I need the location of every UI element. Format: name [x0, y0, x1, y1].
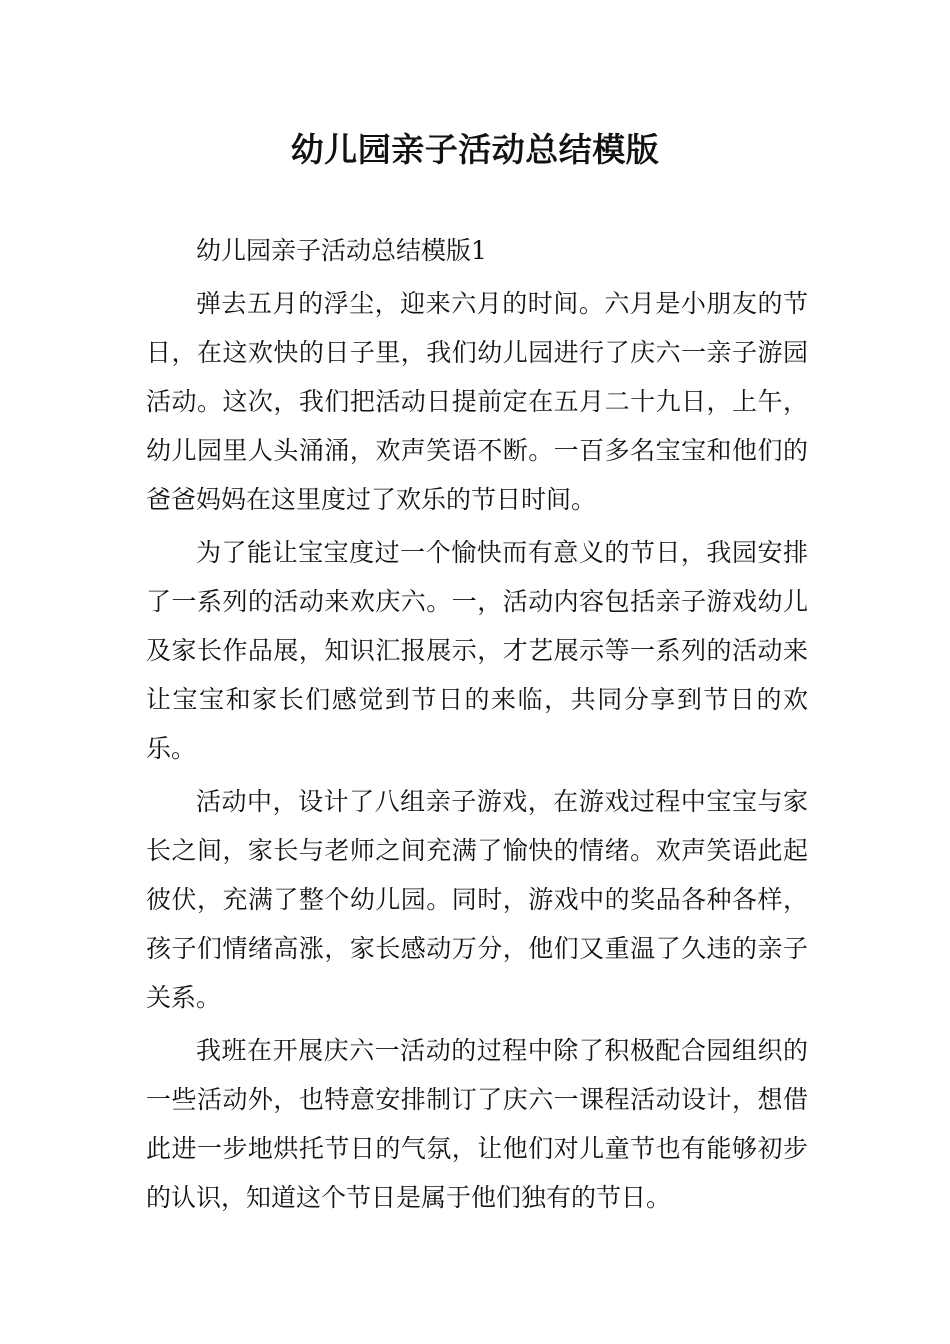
paragraph-2: 为了能让宝宝度过一个愉快而有意义的节日，我园安排了一系列的活动来欢庆六。一，活动内容包括亲子游戏幼儿及家长作品展，知识汇报展示，才艺展示等一系列的活动来让宝宝和家长们感觉到节日的来临，共同分享到节日的欢乐。 — [146, 538, 808, 763]
paragraph-1: 弹去五月的浮尘，迎来六月的时间。六月是小朋友的节日，在这欢快的日子里，我们幼儿园进行了庆六一亲子游园活动。这次，我们把活动日提前定在五月二十九日，上午，幼儿园里人头涌涌，欢声笑语不断。一百多名宝宝和他们的爸爸妈妈在这里度过了欢乐的节日时间。 — [146, 289, 808, 514]
document-title: 幼儿园亲子活动总结模版 — [290, 130, 660, 169]
paragraph-4: 我班在开展庆六一活动的过程中除了积极配合园组织的一些活动外，也特意安排制订了庆六一课程活动设计，想借此进一步地烘托节日的气氛，让他们对儿童节也有能够初步的认识，知道这个节日是属于他们独有的节日。 — [146, 1036, 808, 1212]
document-body — [146, 226, 808, 1222]
section-heading: 幼儿园亲子活动总结模版1 — [196, 236, 487, 265]
paragraph-3: 活动中，设计了八组亲子游戏，在游戏过程中宝宝与家长之间，家长与老师之间充满了愉快的情绪。欢声笑语此起彼伏，充满了整个幼儿园。同时，游戏中的奖品各种各样，孩子们情绪高涨，家长感动万分，他们又重温了久违的亲子关系。 — [146, 787, 808, 1012]
